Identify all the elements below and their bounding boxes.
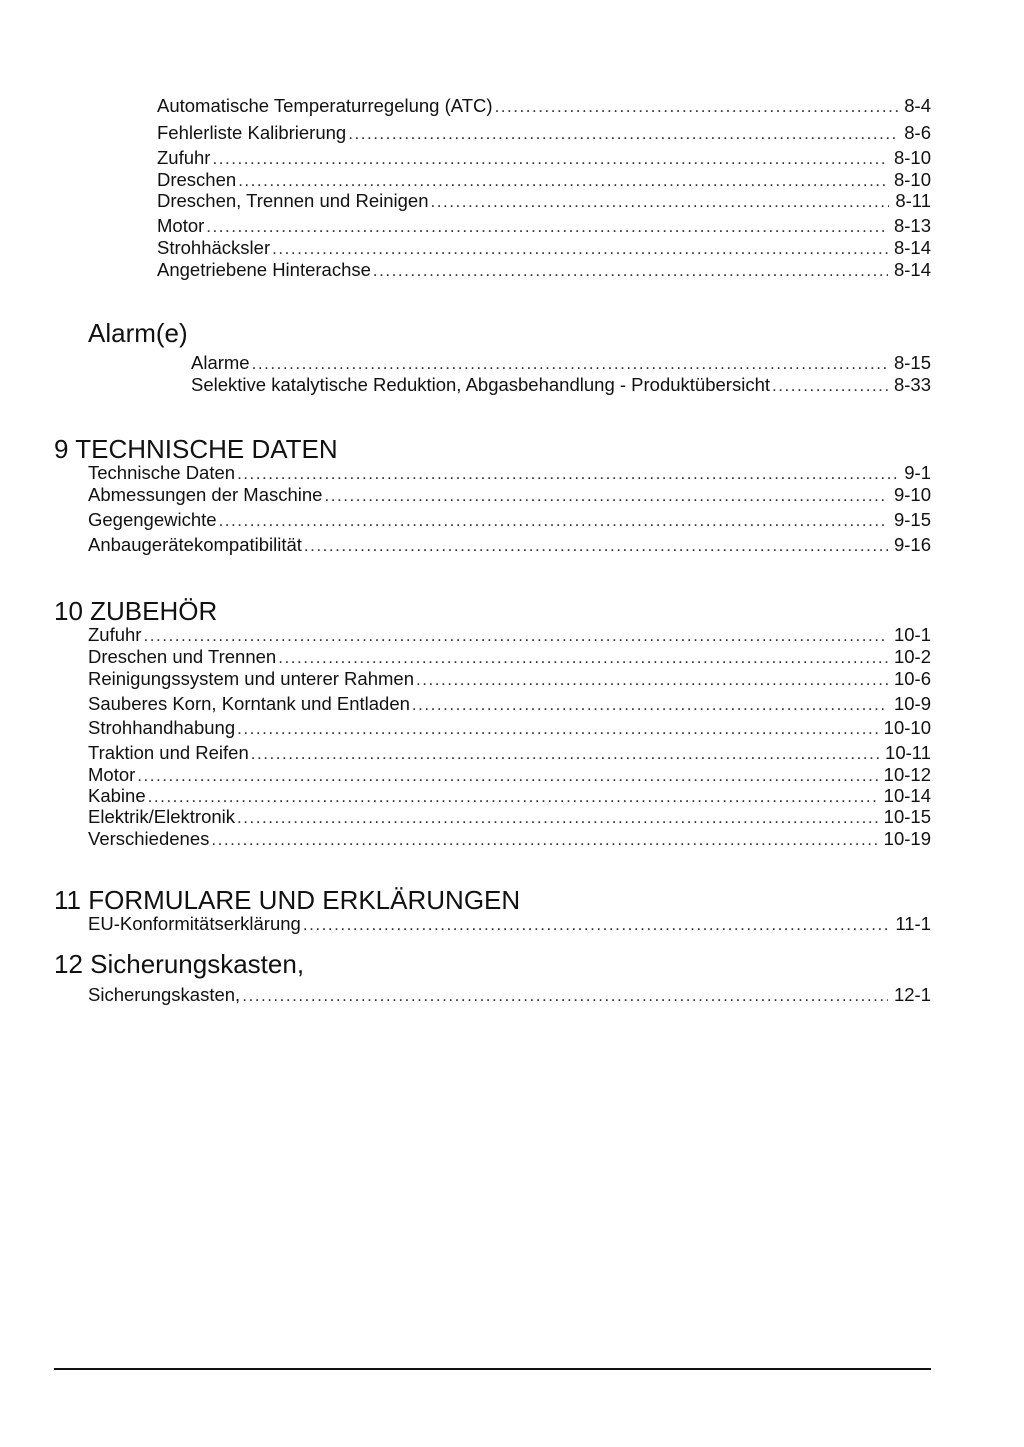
- toc-entry[interactable]: [88, 764, 931, 787]
- toc-entry-title: Selektive katalytische Reduktion, Abgasbehandlung - Produktübersicht: [191, 374, 770, 395]
- dot-leader: [304, 535, 888, 557]
- toc-entry-title: Technische Daten: [88, 462, 236, 483]
- toc-entry-page: 10-19: [883, 828, 931, 849]
- toc-entry-title: Strohhandhabung: [88, 717, 236, 738]
- dot-leader: [324, 485, 888, 507]
- toc-entry[interactable]: [88, 984, 931, 1007]
- toc-entry-title: Angetriebene Hinterachse: [157, 259, 371, 280]
- toc-entry-page: 8-33: [893, 374, 931, 395]
- dot-leader: [211, 829, 877, 851]
- toc-entry-title: Alarme: [191, 352, 250, 373]
- dot-leader: [252, 353, 888, 375]
- toc-entry-title: Anbaugerätekompatibilität: [88, 534, 302, 555]
- toc-entry-page: 9-10: [893, 484, 931, 505]
- toc-entry[interactable]: [88, 785, 931, 808]
- toc-entry-page: 8-10: [893, 147, 931, 168]
- dot-leader: [412, 694, 888, 716]
- footer-rule: [54, 1368, 931, 1370]
- toc-entry-title: Strohhäcksler: [157, 237, 271, 258]
- toc-entry-title: Sicherungskasten,: [88, 984, 241, 1005]
- dot-leader: [206, 216, 888, 238]
- toc-entry[interactable]: [88, 828, 931, 851]
- dot-leader: [416, 669, 888, 691]
- toc-entry-title: Sauberes Korn, Korntank und Entladen: [88, 693, 410, 714]
- toc-entry-title: Reinigungssystem und unterer Rahmen: [88, 668, 414, 689]
- toc-entry-page: 8-11: [895, 190, 931, 211]
- toc-entry-title: Verschiedenes: [88, 828, 210, 849]
- toc-entry[interactable]: [88, 717, 931, 740]
- toc-entry-title: Fehlerliste Kalibrierung: [157, 122, 347, 143]
- dot-leader: [251, 743, 879, 765]
- toc-entry[interactable]: [157, 169, 931, 192]
- toc-entry-page: 10-15: [883, 806, 931, 827]
- toc-entry-title: Zufuhr: [157, 147, 211, 168]
- toc-entry-page: 9-1: [904, 462, 931, 483]
- toc-entry-title: Elektrik/Elektronik: [88, 806, 236, 827]
- toc-entry[interactable]: [157, 190, 931, 213]
- toc-entry[interactable]: [88, 806, 931, 829]
- toc-entry-page: 10-9: [893, 693, 931, 714]
- section-heading-9[interactable]: 9 TECHNISCHE DATEN: [54, 434, 338, 464]
- section-heading-10[interactable]: 10 ZUBEHÖR: [54, 596, 218, 626]
- toc-entry-title: Traktion und Reifen: [88, 742, 249, 763]
- toc-entry[interactable]: [157, 259, 931, 282]
- dot-leader: [143, 625, 888, 647]
- toc-entry[interactable]: [88, 693, 931, 716]
- toc-entry-title: Dreschen: [157, 169, 237, 190]
- toc-entry-page: 8-14: [893, 259, 931, 280]
- toc-entry-title: Motor: [88, 764, 136, 785]
- toc-entry[interactable]: [88, 646, 931, 669]
- toc-entry-page: 8-4: [904, 95, 931, 116]
- toc-entry-page: 8-15: [893, 352, 931, 373]
- toc-entry-title: Automatische Temperaturregelung (ATC): [157, 95, 493, 116]
- toc-entry[interactable]: [157, 147, 931, 170]
- toc-entry[interactable]: [157, 237, 931, 260]
- toc-entry-page: 9-16: [893, 534, 931, 555]
- toc-entry[interactable]: [88, 668, 931, 691]
- section-heading-11[interactable]: 11 FORMULARE UND ERKLÄRUNGEN: [54, 885, 521, 915]
- dot-leader: [137, 765, 877, 787]
- toc-entry-page: 10-14: [883, 785, 931, 806]
- toc-entry-page: 12-1: [893, 984, 931, 1005]
- toc-entry[interactable]: [88, 624, 931, 647]
- dot-leader: [373, 260, 888, 282]
- dot-leader: [495, 96, 899, 118]
- dot-leader: [237, 463, 898, 485]
- toc-entry-page: 10-6: [893, 668, 931, 689]
- toc-entry-page: 10-10: [883, 717, 931, 738]
- section-heading-12[interactable]: 12 Sicherungskasten,: [54, 949, 305, 979]
- toc-entry-page: 11-1: [895, 913, 931, 934]
- toc-entry-title: Motor: [157, 215, 205, 236]
- dot-leader: [219, 510, 888, 532]
- toc-entry[interactable]: [88, 742, 931, 765]
- dot-leader: [272, 238, 888, 260]
- toc-entry-page: 10-12: [883, 764, 931, 785]
- toc-entry[interactable]: [191, 352, 931, 375]
- toc-entry-title: Kabine: [88, 785, 146, 806]
- toc-entry-title: Dreschen und Trennen: [88, 646, 277, 667]
- dot-leader: [237, 807, 878, 829]
- toc-entry[interactable]: [88, 484, 931, 507]
- dot-leader: [242, 985, 888, 1007]
- toc-entry-page: 10-11: [885, 742, 931, 763]
- toc-entry[interactable]: [157, 215, 931, 238]
- toc-entry-page: 10-1: [893, 624, 931, 645]
- toc-entry[interactable]: [191, 374, 931, 397]
- toc-entry[interactable]: [88, 462, 931, 485]
- dot-leader: [431, 191, 890, 213]
- toc-entry-page: 9-15: [893, 509, 931, 530]
- dot-leader: [303, 914, 890, 936]
- dot-leader: [212, 148, 888, 170]
- toc-entry-page: 8-13: [893, 215, 931, 236]
- toc-entry[interactable]: [157, 95, 931, 118]
- toc-entry-page: 8-10: [893, 169, 931, 190]
- dot-leader: [238, 170, 888, 192]
- dot-leader: [772, 375, 888, 397]
- toc-entry-page: 10-2: [893, 646, 931, 667]
- toc-entry[interactable]: [88, 534, 931, 557]
- dot-leader: [237, 718, 878, 740]
- toc-entry[interactable]: [88, 913, 931, 936]
- dot-leader: [278, 647, 888, 669]
- toc-entry-page: 8-6: [904, 122, 931, 143]
- toc-entry-page: 8-14: [893, 237, 931, 258]
- toc-entry[interactable]: [157, 122, 931, 145]
- section-heading-alarm[interactable]: Alarm(e): [88, 318, 188, 348]
- toc-entry[interactable]: [88, 509, 931, 532]
- dot-leader: [348, 123, 898, 145]
- toc-entry-title: Zufuhr: [88, 624, 142, 645]
- toc-entry-title: EU-Konformitätserklärung: [88, 913, 301, 934]
- toc-entry-title: Gegengewichte: [88, 509, 217, 530]
- toc-entry-title: Dreschen, Trennen und Reinigen: [157, 190, 429, 211]
- toc-entry-title: Abmessungen der Maschine: [88, 484, 323, 505]
- dot-leader: [148, 786, 878, 808]
